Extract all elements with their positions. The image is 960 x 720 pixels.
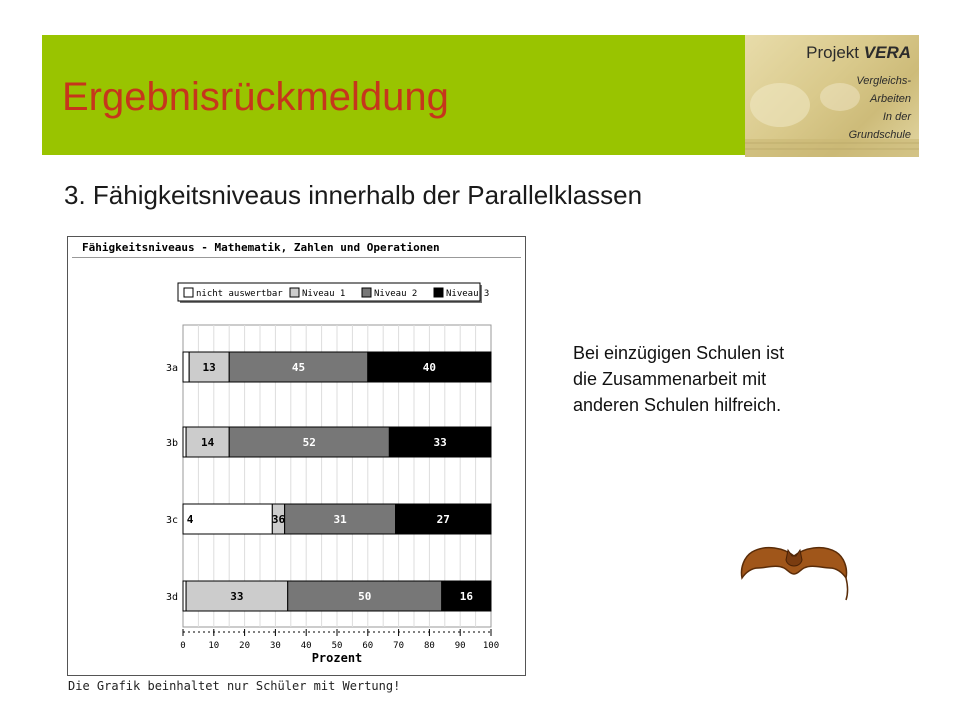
legend-label: Niveau 2 — [374, 289, 418, 299]
bar-data-label: 33 — [230, 590, 244, 603]
bar-data-label: 4 — [186, 513, 194, 526]
chart-footnote: Die Grafik beinhaltet nur Schüler mit Wertung! — [68, 679, 401, 693]
x-tick-label: 40 — [300, 641, 312, 651]
bat-icon — [736, 538, 852, 602]
bar-data-label: 14 — [201, 436, 215, 449]
bar-data-label: 27 — [436, 513, 450, 526]
x-tick-label: 100 — [482, 641, 500, 651]
legend-swatch — [290, 288, 299, 297]
section-heading: 3. Fähigkeitsniveaus innerhalb der Parallelklassen — [64, 180, 643, 210]
logo-projekt-text: Projekt VERA — [806, 43, 911, 62]
legend-swatch — [362, 288, 371, 297]
stacked-bar-chart — [68, 237, 525, 675]
legend-swatch — [434, 288, 443, 297]
x-axis-label: Prozent — [311, 651, 363, 665]
x-tick-label: 20 — [239, 641, 251, 651]
legend-swatch — [184, 288, 193, 297]
title-banner — [42, 35, 745, 155]
bar-data-label: 31 — [333, 513, 347, 526]
chart-frame — [67, 236, 526, 676]
vera-logo — [745, 35, 919, 157]
logo-sub-line: In der — [882, 111, 911, 123]
category-label: 3c — [165, 515, 178, 526]
x-tick-label: 30 — [269, 641, 281, 651]
bar-data-label: 45 — [291, 361, 306, 374]
category-label: 3b — [165, 438, 178, 449]
x-tick-label: 10 — [208, 641, 220, 651]
bar-segment — [183, 352, 189, 382]
legend-label: Niveau 1 — [302, 289, 346, 299]
x-tick-label: 60 — [362, 641, 374, 651]
bar-data-label: 52 — [302, 436, 316, 449]
logo-sub-line: Arbeiten — [870, 93, 911, 105]
x-tick-label: 90 — [454, 641, 466, 651]
logo-sub-line: Grundschule — [848, 129, 911, 141]
page-title: Ergebnisrückmeldung — [62, 75, 449, 119]
side-note-line: die Zusammenarbeit mit — [573, 369, 767, 389]
x-tick-label: 80 — [423, 641, 435, 651]
side-note — [573, 340, 873, 418]
category-label: 3d — [165, 592, 178, 603]
category-label: 3a — [165, 363, 178, 374]
chart-title: Fähigkeitsniveaus - Mathematik, Zahlen und Operationen — [82, 241, 440, 254]
x-tick-label: 70 — [393, 641, 405, 651]
side-note-line: anderen Schulen hilfreich. — [573, 395, 782, 415]
bar-data-label: 40 — [422, 361, 437, 374]
bar-data-label: 36 — [271, 513, 286, 526]
bar-data-label: 33 — [433, 436, 447, 449]
side-note-line: Bei einzügigen Schulen ist — [573, 343, 785, 363]
bar-data-label: 16 — [459, 590, 473, 603]
x-tick-label: 0 — [180, 641, 186, 651]
bar-segment — [183, 504, 272, 534]
bar-data-label: 50 — [358, 590, 372, 603]
bar-data-label: 13 — [202, 361, 216, 374]
x-tick-label: 50 — [331, 641, 343, 651]
legend-label: Niveau 3 — [446, 289, 490, 299]
logo-sub-line: Vergleichs- — [856, 75, 911, 87]
legend-label: nicht auswertbar — [196, 289, 283, 299]
